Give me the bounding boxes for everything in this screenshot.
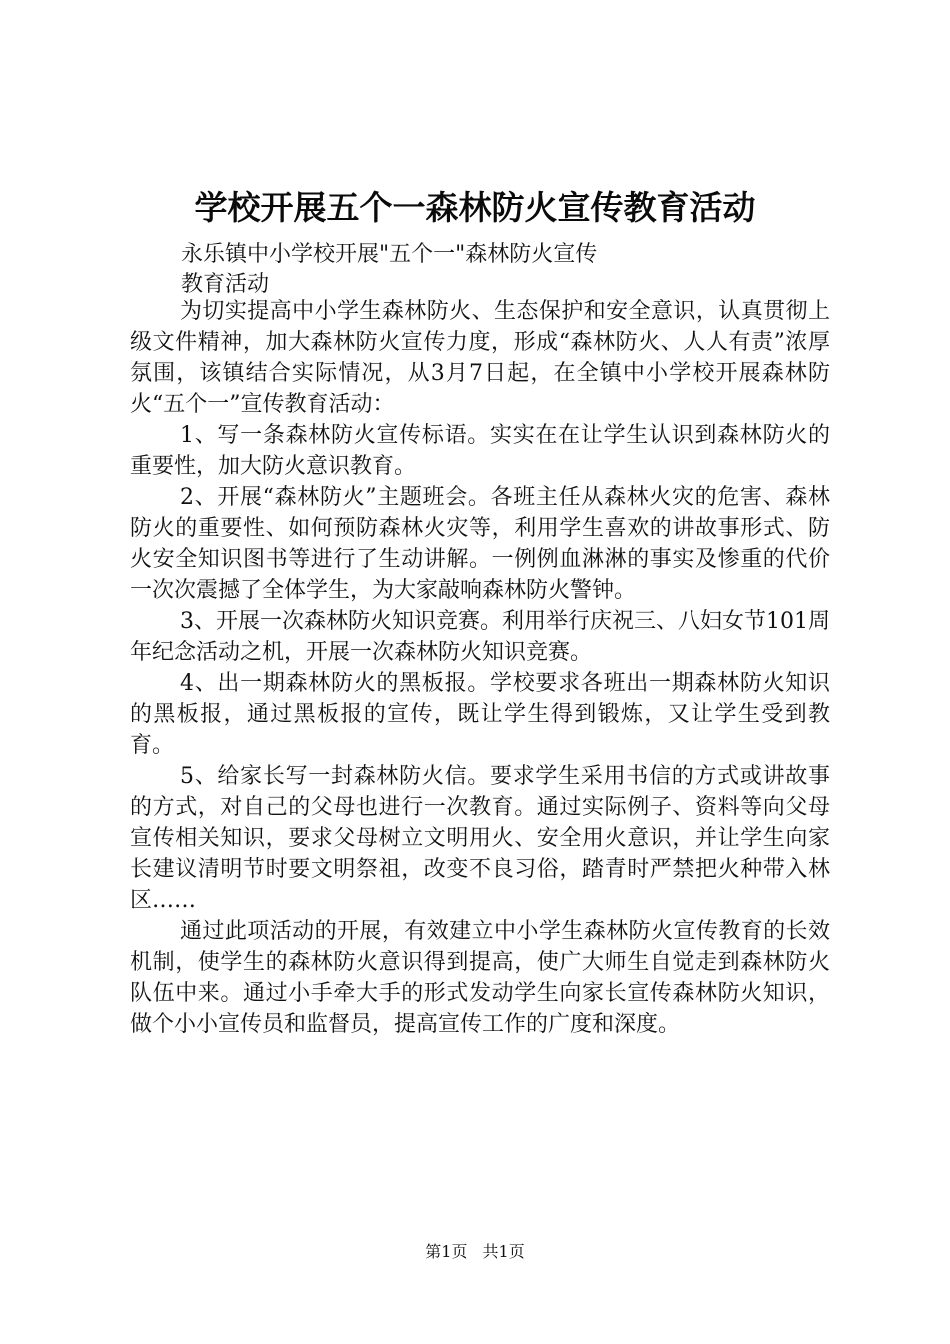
document-body — [130, 296, 830, 1040]
paragraph-item-4: 4、出一期森林防火的黑板报。学校要求各班出一期森林防火知识的黑板报，通过黑板报的宣传，既让学生得到锻炼，又让学生受到教育。 — [130, 671, 830, 758]
document-subtitle — [181, 240, 681, 300]
paragraph-item-2: 2、开展“森林防火”主题班会。各班主任从森林火灾的危害、森林防火的重要性、如何预防森林火灾等，利用学生喜欢的讲故事形式、防火安全知识图书等进行了生动讲解。一例例血淋淋的事实及惨重的代价一次次震撼了全体学生，为大家敲响森林防火警钟。 — [130, 485, 830, 603]
paragraph-intro: 为切实提高中小学生森林防火、生态保护和安全意识，认真贯彻上级文件精神，加大森林防火宣传力度，形成“森林防火、人人有责”浓厚氛围，该镇结合实际情况，从3月7日起，在全镇中小学校开展森林防火“五个一”宣传教育活动： — [130, 299, 830, 417]
paragraph-item-1: 1、写一条森林防火宣传标语。实实在在让学生认识到森林防火的重要性，加大防火意识教育。 — [130, 423, 830, 479]
paragraph-conclusion: 通过此项活动的开展，有效建立中小学生森林防火宣传教育的长效机制，使学生的森林防火意识得到提高，使广大师生自觉走到森林防火队伍中来。通过小手牵大手的形式发动学生向家长宣传森林防火知识，做个小小宣传员和监督员，提高宣传工作的广度和深度。 — [130, 919, 830, 1037]
page-total: 共1页 — [482, 1242, 525, 1261]
page-footer — [0, 1242, 950, 1262]
subtitle-line-1: 永乐镇中小学校开展"五个一"森林防火宣传 — [181, 242, 598, 267]
paragraph-item-5: 5、给家长写一封森林防火信。要求学生采用书信的方式或讲故事的方式，对自己的父母也进行一次教育。通过实际例子、资料等向父母宣传相关知识，要求父母树立文明用火、安全用火意识，并让学生向家长建议清明节时要文明祭祖，改变不良习俗，踏青时严禁把火种带入林区…… — [130, 764, 830, 913]
document-title: 学校开展五个一森林防火宣传教育活动 — [194, 188, 756, 227]
page-number: 第1页 — [425, 1242, 468, 1261]
subtitle-line-2: 教育活动 — [181, 272, 270, 297]
paragraph-item-3: 3、开展一次森林防火知识竞赛。利用举行庆祝三、八妇女节101周年纪念活动之机，开展一次森林防火知识竞赛。 — [130, 609, 830, 665]
